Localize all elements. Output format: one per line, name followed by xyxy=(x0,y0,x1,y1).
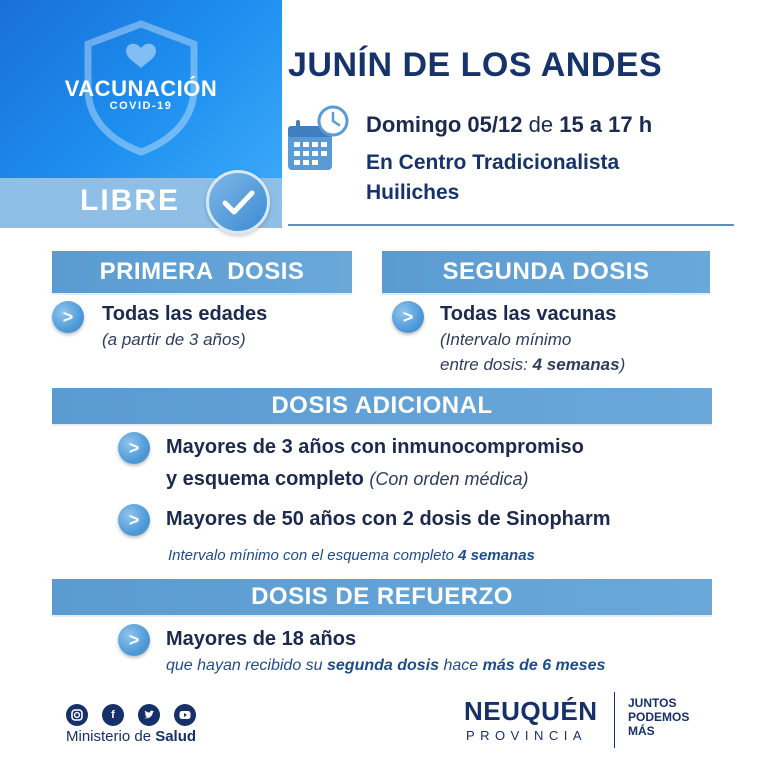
event-connector: de xyxy=(528,112,554,137)
adicional-item1-bold: y esquema completo xyxy=(166,468,364,490)
primera-dosis-heading: PRIMERA DOSIS xyxy=(52,251,352,293)
adicional-note-prefix: Intervalo mínimo con el esquema completo xyxy=(168,547,459,564)
twitter-icon[interactable] xyxy=(138,704,160,726)
ministry-bold: Salud xyxy=(155,728,197,745)
libre-label: LIBRE xyxy=(80,184,180,217)
chevron-right-icon: > xyxy=(118,504,150,536)
event-place-line2: Huiliches xyxy=(366,181,460,204)
header-divider xyxy=(288,224,734,226)
ministry-prefix: Ministerio de xyxy=(66,728,156,745)
refuerzo-sub-part1: que hayan recibido su xyxy=(166,657,327,674)
youtube-icon[interactable] xyxy=(174,704,196,726)
segunda-dosis-heading: SEGUNDA DOSIS xyxy=(382,251,710,293)
segunda-sub2-bold: 4 semanas xyxy=(532,355,620,374)
chevron-right-icon: > xyxy=(392,301,424,333)
badge-subtitle: COVID-19 xyxy=(109,100,173,112)
event-hours: 15 a 17 h xyxy=(559,112,653,137)
adicional-note xyxy=(168,547,535,564)
provincia-label: PROVINCIA xyxy=(466,728,588,743)
primera-sub: (a partir de 3 años) xyxy=(102,330,246,349)
event-date xyxy=(366,112,652,138)
event-day: Domingo 05/12 xyxy=(366,112,523,137)
refuerzo-sub xyxy=(166,657,605,675)
slogan-line2: PODEMOS xyxy=(628,710,690,724)
facebook-icon[interactable]: f xyxy=(102,704,124,726)
slogan xyxy=(628,696,689,738)
refuerzo-sub-part2: hace xyxy=(439,657,483,674)
chevron-right-icon: > xyxy=(52,301,84,333)
segunda-sub-line1: (Intervalo mínimo xyxy=(440,330,572,349)
dosis-adicional-heading: DOSIS ADICIONAL xyxy=(52,388,712,424)
ministry-label xyxy=(66,728,196,745)
footer-divider xyxy=(614,692,615,748)
town-title: JUNÍN DE LOS ANDES xyxy=(288,46,663,84)
adicional-note-bold: 4 semanas xyxy=(458,547,535,564)
instagram-icon[interactable] xyxy=(66,704,88,726)
primera-item: Todas las edades xyxy=(102,303,268,325)
adicional-item1-line2 xyxy=(166,468,528,491)
dosis-refuerzo-heading: DOSIS DE REFUERZO xyxy=(52,579,712,615)
segunda-sub2-suffix: ) xyxy=(619,355,626,374)
refuerzo-sub-bold1: segunda dosis xyxy=(327,657,440,674)
adicional-item2: Mayores de 50 años con 2 dosis de Sinopharm xyxy=(166,508,611,530)
vaccination-badge xyxy=(0,0,282,232)
check-icon xyxy=(206,170,270,234)
refuerzo-sub-bold2: más de 6 meses xyxy=(482,657,606,674)
social-icons xyxy=(66,704,196,726)
adicional-item1-note: (Con orden médica) xyxy=(369,469,529,489)
calendar-clock-icon xyxy=(286,104,350,174)
slogan-line1: JUNTOS xyxy=(628,696,677,710)
refuerzo-item: Mayores de 18 años xyxy=(166,628,357,650)
event-place xyxy=(366,148,619,208)
segunda-sub-line2 xyxy=(440,355,625,375)
slogan-line3: MÁS xyxy=(628,724,655,738)
segunda-sub2-prefix: entre dosis: xyxy=(440,355,533,374)
chevron-right-icon: > xyxy=(118,624,150,656)
badge-title: VACUNACIÓN xyxy=(64,76,218,101)
chevron-right-icon: > xyxy=(118,432,150,464)
event-place-line1: En Centro Tradicionalista xyxy=(366,151,620,174)
adicional-item1-line1: Mayores de 3 años con inmunocompromiso xyxy=(166,436,584,458)
neuquen-logo-text: NEUQUÉN xyxy=(464,696,598,726)
segunda-item: Todas las vacunas xyxy=(440,303,617,325)
